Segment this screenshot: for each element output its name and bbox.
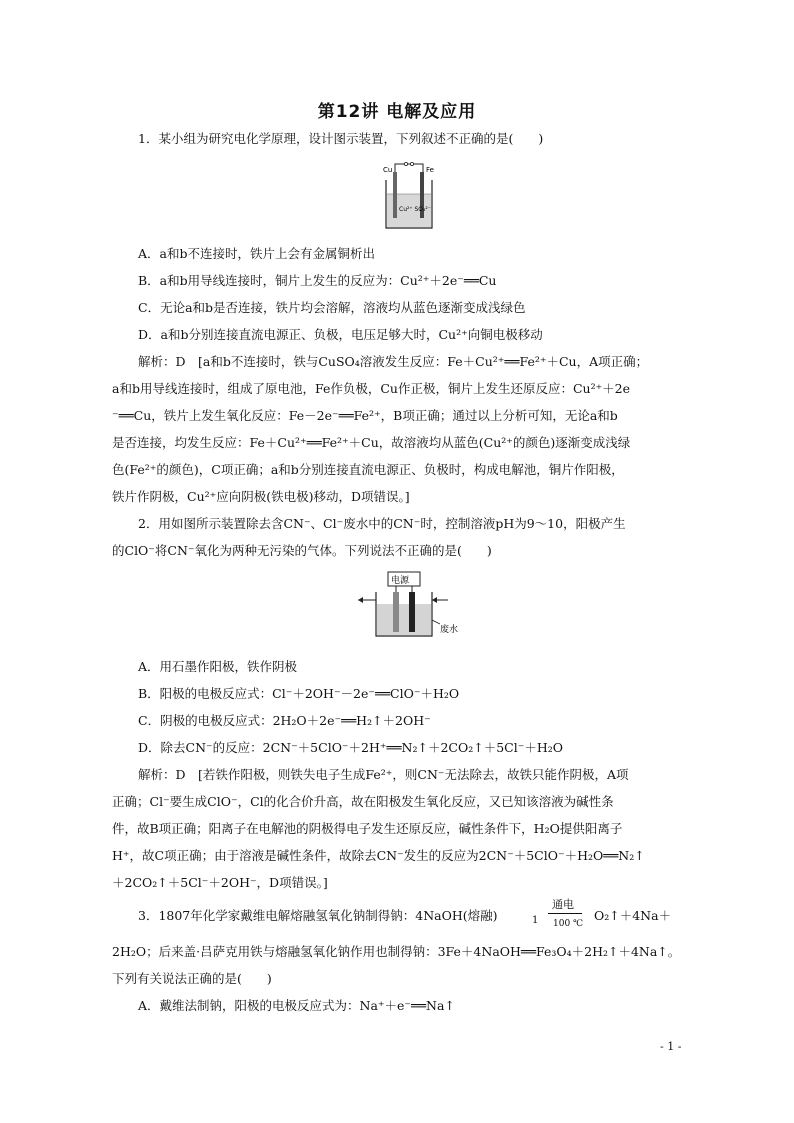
q2-analysis-line: 件，故B项正确；阳离子在电解池的阴极得电子发生还原反应，碱性条件下，H₂O提供阳离子	[112, 821, 623, 836]
q2-apparatus-figure	[356, 570, 464, 642]
q1-analysis-line: 铁片作阴极，Cu²⁺应向阴极(铁电极)移动，D项错误。]	[112, 489, 410, 504]
q1-option-c: C．无论a和b是否连接，铁片均会溶解，溶液均从蓝色逐渐变成浅绿色	[138, 300, 526, 315]
q2-analysis-line: 正确；Cl⁻要生成ClO⁻，Cl的化合价升高，故在阳极发生氧化反应，又已知该溶液为碱性条	[112, 794, 614, 809]
q1-ions-label: Cu²⁺ SO₄²⁻	[399, 206, 431, 213]
q2-stem-line: 的ClO⁻将CN⁻氧化为两种无污染的气体。下列说法不正确的是( )	[112, 543, 492, 558]
q2-stem-line: 2．用如图所示装置除去含CN⁻、Cl⁻废水中的CN⁻时，控制溶液pH为9～10，阳极产生	[138, 516, 626, 531]
q1-analysis-line: 解析：D [a和b不连接时，铁与CuSO₄溶液发生反应：Fe＋Cu²⁺══Fe²⁺＋Cu，A项正确；	[138, 354, 649, 369]
q1-analysis-line: a和b用导线连接时，组成了原电池，Fe作负极，Cu作正极，铜片上发生还原反应：Cu²⁺＋2e	[112, 381, 631, 396]
q2-option-b: B．阳极的电极反应式：Cl⁻＋2OH⁻－2e⁻══ClO⁻＋H₂O	[138, 686, 460, 701]
q2-option-a: A．用石墨作阳极，铁作阴极	[138, 659, 298, 674]
q1-option-a: A．a和b不连接时，铁片上会有金属铜析出	[138, 246, 375, 261]
q2-analysis-line: H⁺，故C项正确；由于溶液是碱性条件，故除去CN⁻发生的反应为2CN⁻＋5ClO⁻＋H₂O══N₂↑	[112, 848, 645, 863]
q3-condition-top: 通电	[552, 898, 574, 911]
q2-analysis-line: ＋2CO₂↑＋5Cl⁻＋2OH⁻，D项错误。]	[112, 875, 328, 890]
q1-analysis-line: 是否连接，均发生反应：Fe＋Cu²⁺══Fe²⁺＋Cu，故溶液均从蓝色(Cu²⁺的颜色)逐渐变成浅绿	[112, 435, 631, 450]
q2-option-d: D．除去CN⁻的反应：2CN⁻＋5ClO⁻＋2H⁺══N₂↑＋2CO₂↑＋5Cl⁻＋H₂O	[138, 740, 563, 755]
q1-apparatus-figure	[380, 160, 438, 232]
q1-option-d: D．a和b分别连接直流电源正、负极，电压足够大时，Cu²⁺向铜电极移动	[138, 327, 543, 342]
q2-analysis-line: 解析：D [若铁作阳极，则铁失电子生成Fe²⁺，则CN⁻无法除去，故铁只能作阴极，A项	[138, 767, 629, 782]
q1-copper-label: Cu	[383, 166, 393, 174]
q1-iron-label: Fe	[426, 166, 434, 174]
page-number: - 1 -	[660, 1040, 682, 1053]
page-title: 第12讲 电解及应用	[317, 102, 477, 122]
q3-condition-bar	[548, 913, 582, 914]
q3-condition-bottom: 100 ℃	[553, 919, 584, 929]
q3-condition-left: 1	[532, 915, 539, 926]
q3-option-a: A．戴维法制钠，阳极的电极反应式为：Na⁺＋e⁻══Na↑	[138, 998, 455, 1013]
q3-stem-line: 下列有关说法正确的是( )	[112, 971, 272, 986]
q1-analysis-line: ⁻══Cu，铁片上发生氧化反应：Fe－2e⁻══Fe²⁺，B项正确；通过以上分析可知，无论a和b	[112, 408, 618, 423]
q3-stem-line: 2H₂O；后来盖·吕萨克用铁与熔融氢氧化钠作用也制得钠：3Fe＋4NaOH══Fe₃O₄＋2H₂↑＋4Na↑。	[112, 944, 681, 959]
q2-water-label: 废水	[440, 625, 459, 635]
q2-option-c: C．阴极的电极反应式：2H₂O＋2e⁻══H₂↑＋2OH⁻	[138, 713, 431, 728]
q2-power-label: 电源	[391, 576, 410, 586]
q1-option-b: B．a和b用导线连接时，铜片上发生的反应为：Cu²⁺＋2e⁻══Cu	[138, 273, 497, 288]
q3-stem-part2: O₂↑＋4Na＋	[594, 908, 672, 923]
q1-stem: 1．某小组为研究电化学原理，设计图示装置，下列叙述不正确的是( )	[138, 131, 544, 146]
q3-stem-part1: 3．1807年化学家戴维电解熔融氢氧化钠制得钠：4NaOH(熔融)	[138, 908, 498, 923]
q1-analysis-line: 色(Fe²⁺的颜色)，C项正确；a和b分别连接直流电源正、负极时，构成电解池，铜片作阳极，	[112, 462, 624, 477]
